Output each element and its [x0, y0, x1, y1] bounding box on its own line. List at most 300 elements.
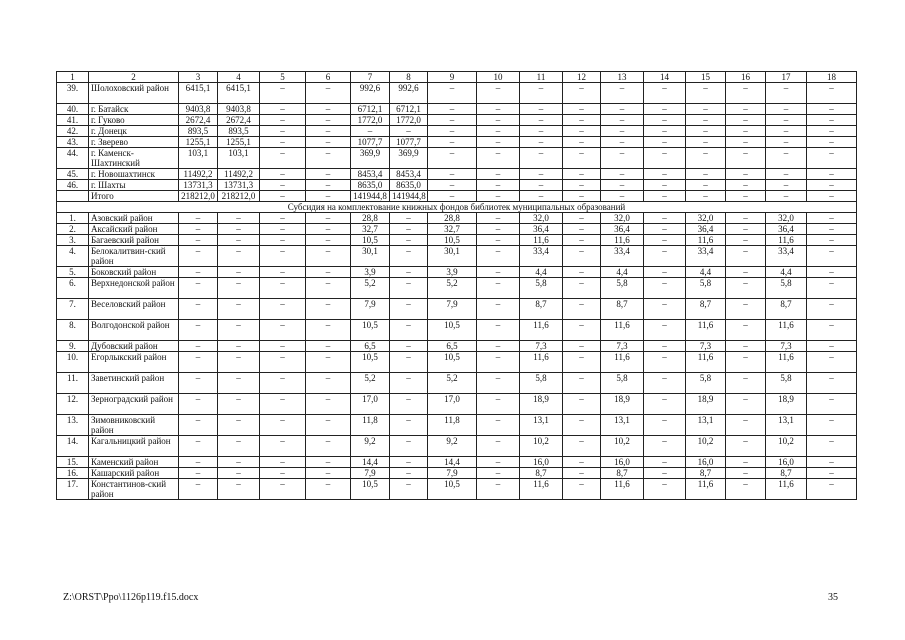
table-cell: –	[807, 169, 857, 180]
table-cell: –	[726, 126, 766, 137]
table-cell: –	[644, 457, 686, 468]
table-cell: 33,4	[686, 246, 726, 267]
table-cell: –	[260, 115, 306, 126]
column-number: 14	[644, 72, 686, 83]
table-cell: –	[428, 180, 477, 191]
table-cell: –	[260, 299, 306, 320]
table-cell: 1772,0	[390, 115, 428, 126]
table-cell: –	[351, 126, 390, 137]
table-cell: –	[807, 115, 857, 126]
table-row	[57, 148, 857, 169]
table-cell: 11,6	[601, 352, 644, 373]
table-cell: –	[390, 320, 428, 341]
column-number-row	[57, 72, 857, 83]
table-cell: –	[218, 341, 260, 352]
table-cell: –	[726, 415, 766, 436]
table-cell: 14.	[57, 436, 89, 457]
table-cell: –	[260, 235, 306, 246]
table-cell: –	[390, 468, 428, 479]
table-cell: 4.	[57, 246, 89, 267]
table-cell: –	[306, 320, 351, 341]
column-number: 4	[218, 72, 260, 83]
table-cell: –	[807, 246, 857, 267]
table-cell: –	[726, 436, 766, 457]
name-cell: Константинов-ский район	[89, 479, 179, 500]
table-cell: 6712,1	[351, 104, 390, 115]
table-cell: 5,8	[520, 278, 563, 299]
table-cell: –	[428, 115, 477, 126]
table-cell: –	[807, 104, 857, 115]
table-cell: 16,0	[601, 457, 644, 468]
table-cell: 30,1	[428, 246, 477, 267]
table-cell: –	[563, 224, 601, 235]
table-cell: –	[477, 224, 520, 235]
table-cell: 8,7	[686, 468, 726, 479]
table-cell: 30,1	[351, 246, 390, 267]
table-cell: –	[306, 394, 351, 415]
table-cell: 13731,3	[218, 180, 260, 191]
table-cell: –	[260, 224, 306, 235]
table-cell: –	[644, 126, 686, 137]
table-cell: –	[563, 320, 601, 341]
table-cell: 36,4	[520, 224, 563, 235]
column-number: 13	[601, 72, 644, 83]
table-cell: –	[563, 246, 601, 267]
table-cell: 10,5	[351, 352, 390, 373]
table-cell: –	[477, 299, 520, 320]
table-cell: 18,9	[766, 394, 807, 415]
table-cell: –	[520, 169, 563, 180]
table-cell: –	[726, 235, 766, 246]
table-row	[57, 299, 857, 320]
name-cell: г. Батайск	[89, 104, 179, 115]
table-cell: 141944,8	[390, 191, 428, 202]
table-cell: –	[807, 479, 857, 500]
table-cell: 6.	[57, 278, 89, 299]
table-cell: –	[686, 169, 726, 180]
column-number: 11	[520, 72, 563, 83]
table-cell: –	[428, 83, 477, 104]
table-cell: –	[601, 83, 644, 104]
table-cell: –	[726, 341, 766, 352]
table-row	[57, 415, 857, 436]
table-cell: –	[563, 341, 601, 352]
table-cell: –	[726, 191, 766, 202]
table-cell: 11,6	[686, 320, 726, 341]
table-cell: –	[218, 213, 260, 224]
table-cell: 8.	[57, 320, 89, 341]
table-row	[57, 320, 857, 341]
table-cell: 13731,3	[179, 180, 218, 191]
table-cell: 10,2	[601, 436, 644, 457]
table-cell: 16,0	[686, 457, 726, 468]
table-cell: –	[807, 137, 857, 148]
table-cell: –	[390, 278, 428, 299]
table-cell: 7,3	[766, 341, 807, 352]
column-number: 10	[477, 72, 520, 83]
table-cell: –	[179, 235, 218, 246]
table-cell: 10,5	[428, 479, 477, 500]
table-cell: –	[306, 104, 351, 115]
table-cell: 11492,2	[218, 169, 260, 180]
table-row	[57, 457, 857, 468]
table-cell: –	[390, 373, 428, 394]
name-cell: Азовский район	[89, 213, 179, 224]
table-cell: –	[428, 104, 477, 115]
table-cell: –	[260, 415, 306, 436]
table-cell: 46.	[57, 180, 89, 191]
table-cell: –	[601, 137, 644, 148]
name-cell: г. Гуково	[89, 115, 179, 126]
table-cell: 45.	[57, 169, 89, 180]
table-cell: –	[686, 115, 726, 126]
table-cell: –	[726, 115, 766, 126]
table-cell: 18,9	[601, 394, 644, 415]
table-cell: –	[179, 415, 218, 436]
table-cell: –	[260, 246, 306, 267]
table-cell: 13,1	[520, 415, 563, 436]
table-cell: –	[644, 83, 686, 104]
table-cell: 9403,8	[179, 104, 218, 115]
table-cell: –	[477, 320, 520, 341]
table-cell: –	[477, 267, 520, 278]
table-cell: –	[766, 191, 807, 202]
table-cell: –	[726, 148, 766, 169]
table-cell: 11,6	[766, 235, 807, 246]
table-cell: 11,6	[686, 235, 726, 246]
table-cell: –	[218, 352, 260, 373]
table-cell: –	[306, 278, 351, 299]
table-cell: –	[306, 224, 351, 235]
table-cell: –	[218, 479, 260, 500]
table-cell: 28,8	[428, 213, 477, 224]
table-cell: –	[807, 224, 857, 235]
table-cell: –	[306, 436, 351, 457]
table-cell: –	[260, 213, 306, 224]
table-cell: –	[306, 137, 351, 148]
table-cell: –	[390, 224, 428, 235]
table-cell: 5,8	[766, 373, 807, 394]
table-cell: –	[807, 180, 857, 191]
table-cell: 218212,0	[179, 191, 218, 202]
table-cell: 7,3	[686, 341, 726, 352]
table-cell: 10,5	[428, 352, 477, 373]
table-cell: –	[644, 352, 686, 373]
column-number: 15	[686, 72, 726, 83]
table-cell: 13.	[57, 415, 89, 436]
name-cell: Веселовский район	[89, 299, 179, 320]
table-cell: –	[563, 394, 601, 415]
table-cell: –	[807, 373, 857, 394]
table-cell: –	[563, 115, 601, 126]
table-cell: –	[686, 180, 726, 191]
table-cell: –	[520, 126, 563, 137]
table-cell: –	[686, 148, 726, 169]
table-cell: –	[218, 415, 260, 436]
table-cell: –	[260, 169, 306, 180]
table-cell: 5,2	[428, 278, 477, 299]
table-cell: –	[766, 169, 807, 180]
table-row	[57, 115, 857, 126]
table-cell: –	[644, 320, 686, 341]
table-cell: –	[726, 224, 766, 235]
table-cell: 5,8	[686, 373, 726, 394]
table-cell: –	[260, 278, 306, 299]
table-cell: 33,4	[520, 246, 563, 267]
table-cell: 141944,8	[351, 191, 390, 202]
table-cell: –	[218, 457, 260, 468]
table-cell: 32,0	[766, 213, 807, 224]
table-cell: –	[726, 104, 766, 115]
table-cell: –	[477, 191, 520, 202]
table-cell: 1077,7	[351, 137, 390, 148]
name-cell: г. Шахты	[89, 180, 179, 191]
column-number: 16	[726, 72, 766, 83]
table-cell: 893,5	[218, 126, 260, 137]
table-cell: –	[520, 137, 563, 148]
table-cell: –	[563, 235, 601, 246]
table-cell: 8,7	[686, 299, 726, 320]
table-cell: –	[390, 267, 428, 278]
table-cell: –	[260, 352, 306, 373]
table-cell: 1.	[57, 213, 89, 224]
table-cell: 13,1	[766, 415, 807, 436]
footer-page-number: 35	[828, 592, 838, 603]
table-cell: –	[390, 246, 428, 267]
table-cell: –	[644, 394, 686, 415]
table-cell: 39.	[57, 83, 89, 104]
table-cell: –	[390, 394, 428, 415]
table-cell: –	[807, 457, 857, 468]
table-cell: –	[726, 267, 766, 278]
table-cell: 13,1	[601, 415, 644, 436]
table-cell: –	[179, 479, 218, 500]
table-cell: –	[306, 267, 351, 278]
table-cell: 11,6	[520, 235, 563, 246]
table-cell: –	[477, 137, 520, 148]
table-cell: –	[477, 126, 520, 137]
name-cell: Аксайский район	[89, 224, 179, 235]
table-row	[57, 246, 857, 267]
table-cell: –	[179, 373, 218, 394]
table-cell: 7,9	[428, 468, 477, 479]
table-cell: –	[179, 278, 218, 299]
table-cell: –	[520, 148, 563, 169]
table-cell: –	[726, 457, 766, 468]
table-cell: –	[306, 299, 351, 320]
table-cell: 44.	[57, 148, 89, 169]
table-row	[57, 267, 857, 278]
table-cell: 36,4	[766, 224, 807, 235]
table-cell: 32,7	[351, 224, 390, 235]
table-cell: 11,8	[351, 415, 390, 436]
table-cell: –	[563, 299, 601, 320]
table-cell: –	[260, 104, 306, 115]
table-cell: 42.	[57, 126, 89, 137]
name-cell: г. Каменск-Шахтинский	[89, 148, 179, 169]
table-cell: –	[306, 341, 351, 352]
table-cell: –	[807, 468, 857, 479]
table-cell: 4,4	[766, 267, 807, 278]
table-cell: –	[179, 246, 218, 267]
table-cell: –	[726, 213, 766, 224]
table-cell: –	[563, 126, 601, 137]
table-cell: –	[766, 126, 807, 137]
table-cell: –	[726, 137, 766, 148]
table-cell: –	[686, 104, 726, 115]
table-cell: 10,5	[428, 235, 477, 246]
table-cell: 8635,0	[390, 180, 428, 191]
table-cell: 36,4	[601, 224, 644, 235]
table-cell: 17.	[57, 479, 89, 500]
table-cell: –	[306, 126, 351, 137]
table-row	[57, 104, 857, 115]
table-cell: –	[218, 373, 260, 394]
table-cell: –	[807, 299, 857, 320]
table-cell: –	[644, 224, 686, 235]
table-cell: 11.	[57, 373, 89, 394]
column-number: 5	[260, 72, 306, 83]
table-cell: –	[390, 299, 428, 320]
table-cell: 8,7	[766, 468, 807, 479]
table-cell: 5,8	[601, 373, 644, 394]
table-cell: 6415,1	[179, 83, 218, 104]
table-cell: 36,4	[686, 224, 726, 235]
name-cell: г. Донецк	[89, 126, 179, 137]
table-cell: –	[766, 115, 807, 126]
table-cell: –	[179, 468, 218, 479]
table-cell: 6712,1	[390, 104, 428, 115]
table-cell: –	[601, 104, 644, 115]
table-cell: 10,5	[351, 320, 390, 341]
table-cell: –	[807, 83, 857, 104]
table-cell: –	[766, 148, 807, 169]
name-cell: Верхнедонской район	[89, 278, 179, 299]
table-cell: –	[726, 479, 766, 500]
name-cell: Егорлыкский район	[89, 352, 179, 373]
table-cell: –	[306, 180, 351, 191]
table-cell: –	[807, 148, 857, 169]
table-cell: –	[644, 180, 686, 191]
table-cell: –	[563, 191, 601, 202]
table-cell: 5,8	[520, 373, 563, 394]
table-row	[57, 373, 857, 394]
table-row	[57, 213, 857, 224]
table-cell: 11,6	[520, 352, 563, 373]
table-cell: –	[644, 104, 686, 115]
table-cell: –	[390, 436, 428, 457]
table-cell: –	[477, 148, 520, 169]
table-row	[57, 436, 857, 457]
table-cell: –	[601, 191, 644, 202]
table-cell: –	[179, 224, 218, 235]
table-cell: –	[218, 394, 260, 415]
table-cell: –	[477, 213, 520, 224]
table-cell: 40.	[57, 104, 89, 115]
name-cell: Волгодонской район	[89, 320, 179, 341]
table-cell: –	[306, 115, 351, 126]
name-cell: Зерноградский район	[89, 394, 179, 415]
table-cell: 11,6	[766, 479, 807, 500]
section-title: Субсидия на комплектование книжных фондов библиотек муниципальных образований	[57, 202, 857, 213]
table-cell: –	[306, 213, 351, 224]
table-cell: –	[644, 213, 686, 224]
table-cell: –	[428, 126, 477, 137]
name-cell: Кагальницкий район	[89, 436, 179, 457]
table-cell: –	[726, 394, 766, 415]
table-cell: 893,5	[179, 126, 218, 137]
table-row	[57, 137, 857, 148]
table-cell: 15.	[57, 457, 89, 468]
table-cell: –	[726, 169, 766, 180]
table-cell: 9,2	[351, 436, 390, 457]
footer-file-path: Z:\ORST\Ppo\1126p119.f15.docx	[63, 592, 199, 603]
table-cell: –	[260, 83, 306, 104]
table-cell: 1255,1	[218, 137, 260, 148]
name-cell: г. Зверево	[89, 137, 179, 148]
table-cell: 11,6	[766, 320, 807, 341]
table-cell: –	[563, 352, 601, 373]
table-cell: –	[644, 267, 686, 278]
table-cell: –	[563, 436, 601, 457]
table-cell: 5,8	[766, 278, 807, 299]
table-cell: –	[644, 479, 686, 500]
name-cell: Итого	[89, 191, 179, 202]
table-cell: 2.	[57, 224, 89, 235]
table-cell: 369,9	[390, 148, 428, 169]
table-cell: –	[477, 278, 520, 299]
table-cell: 4,4	[686, 267, 726, 278]
table-cell: –	[428, 137, 477, 148]
table-cell: –	[644, 115, 686, 126]
table-row	[57, 341, 857, 352]
table-cell: –	[218, 320, 260, 341]
table-cell: 103,1	[179, 148, 218, 169]
table-cell: –	[726, 320, 766, 341]
table-cell: –	[179, 394, 218, 415]
table-cell: –	[766, 104, 807, 115]
table-cell: 16,0	[766, 457, 807, 468]
table-cell: –	[390, 341, 428, 352]
table-cell: –	[563, 373, 601, 394]
table-row	[57, 278, 857, 299]
table-cell: –	[563, 468, 601, 479]
table-cell: 9,2	[428, 436, 477, 457]
table-cell: –	[686, 137, 726, 148]
table-cell: –	[477, 415, 520, 436]
table-cell: 12.	[57, 394, 89, 415]
table-cell: –	[766, 180, 807, 191]
table-cell: –	[477, 352, 520, 373]
table-cell: 8,7	[520, 468, 563, 479]
table-cell: –	[807, 320, 857, 341]
table-cell: 41.	[57, 115, 89, 126]
table-cell: –	[260, 320, 306, 341]
table-cell: –	[390, 235, 428, 246]
table-cell: –	[390, 352, 428, 373]
table-cell: –	[179, 436, 218, 457]
table-cell: –	[477, 373, 520, 394]
table-cell: 992,6	[390, 83, 428, 104]
table-cell: –	[477, 341, 520, 352]
table-cell: –	[807, 267, 857, 278]
table-cell: 5,2	[351, 373, 390, 394]
table-cell: 11,6	[601, 320, 644, 341]
table-cell: –	[644, 415, 686, 436]
table-cell: –	[644, 468, 686, 479]
table-cell: 218212,0	[218, 191, 260, 202]
table-cell: 2672,4	[179, 115, 218, 126]
